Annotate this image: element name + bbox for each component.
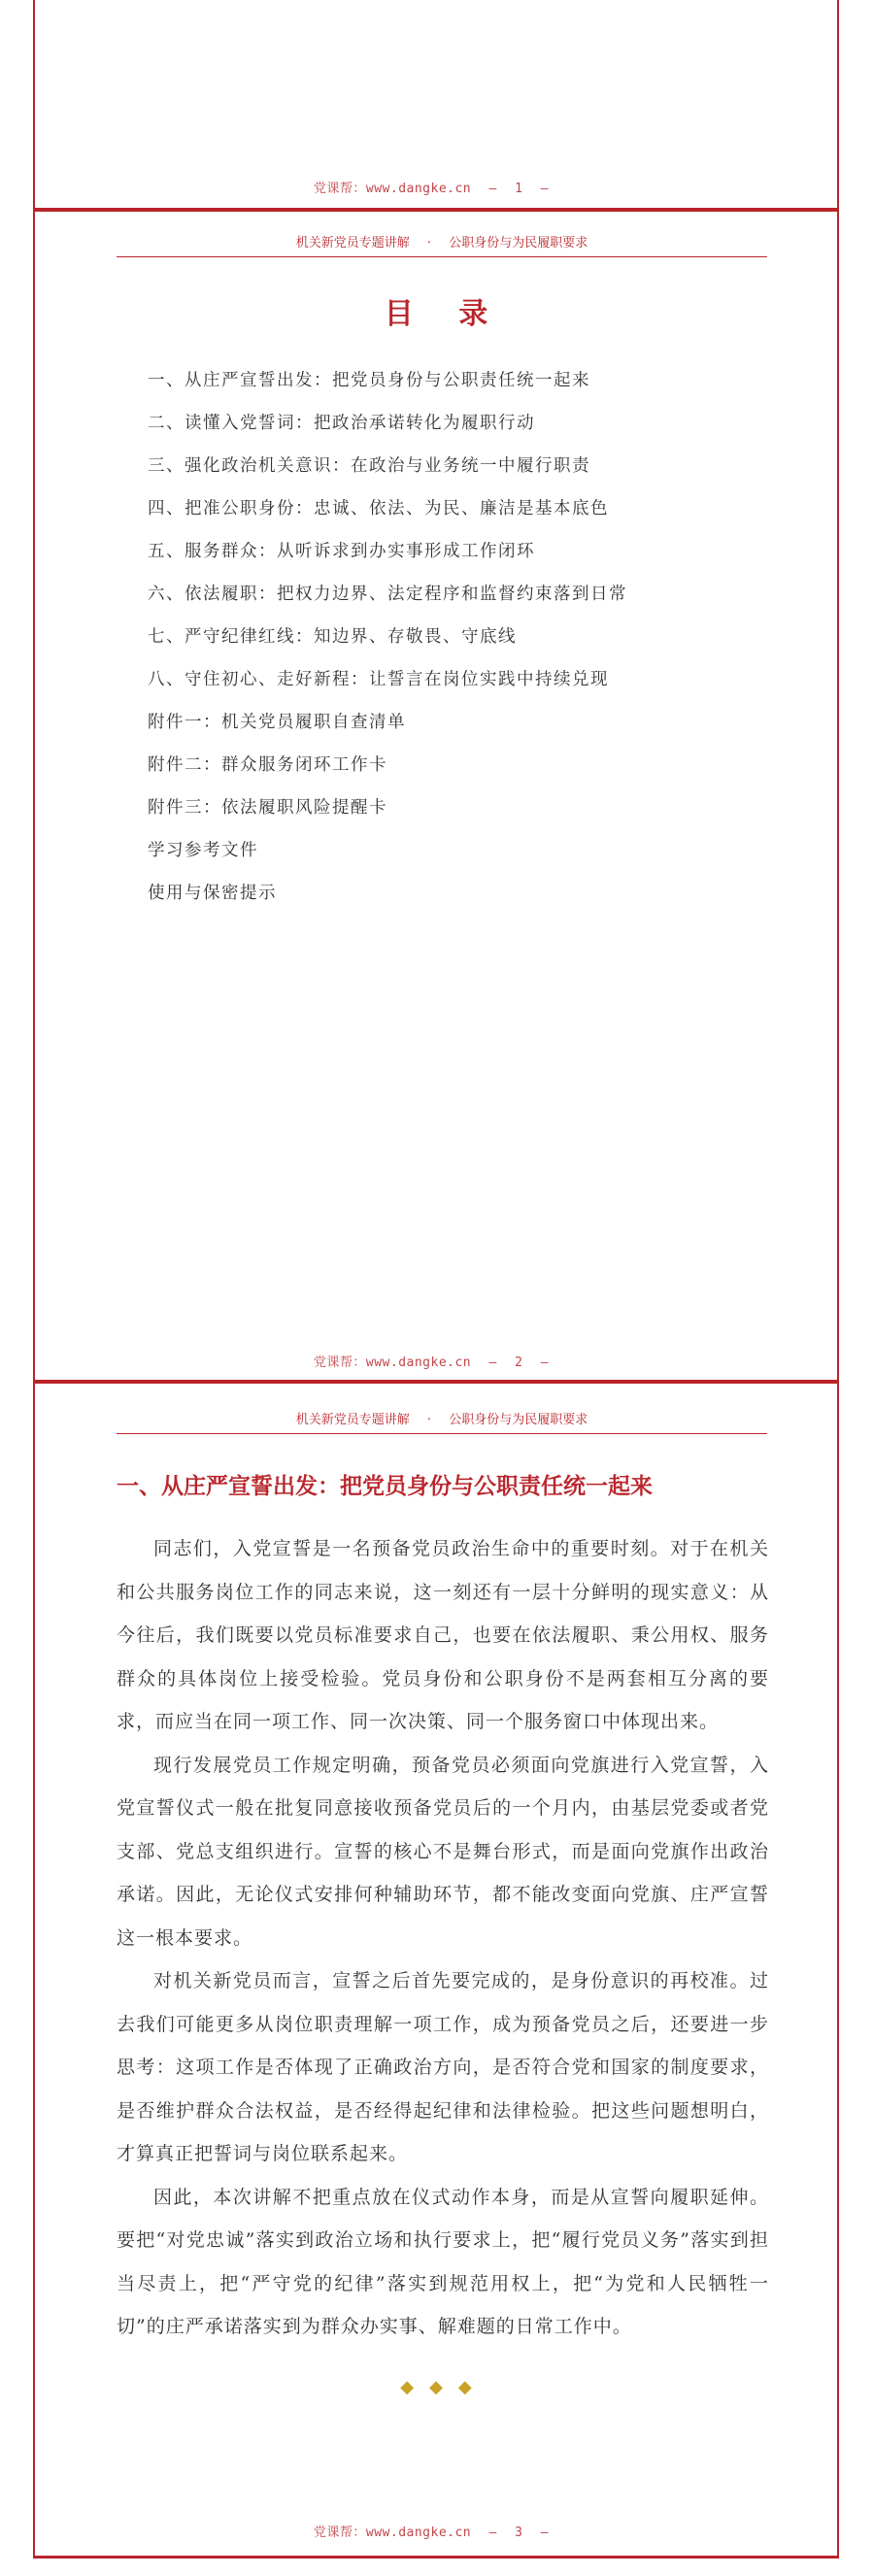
header-dot: · xyxy=(426,1413,432,1427)
footer-dash: — xyxy=(488,182,497,196)
page-footer xyxy=(35,178,837,196)
toc-item[interactable]: 附件一：机关党员履职自查清单 xyxy=(148,713,406,732)
footer-dash: — xyxy=(540,182,550,196)
footer-page-number: 2 xyxy=(515,1355,523,1370)
footer-site: 党课帮：www.dangke.cn xyxy=(313,182,472,196)
header-left: 机关新党员专题讲解 xyxy=(295,236,410,251)
footer-page-number: 3 xyxy=(515,2526,523,2540)
body-paragraph: 因此，本次讲解不把重点放在仪式动作本身，而是从宣誓向履职延伸。要把“对党忠诚”落实到政治立场和执行要求上，把“履行党员义务”落实到担当尽责上，把“严守党的纪律”落实到规范用权上，把“为党和人民牺牲一切”的庄严承诺落实到为群众办实事、解难题的日常工作中。 xyxy=(117,2186,769,2337)
toc-item[interactable]: 八、守住初心、走好新程：让誓言在岗位实践中持续兑现 xyxy=(148,670,609,689)
toc-item[interactable]: 四、把准公职身份：忠诚、依法、为民、廉洁是基本底色 xyxy=(148,499,609,519)
footer-site: 党课帮：www.dangke.cn xyxy=(313,1355,472,1370)
header-right: 公职身份与为民履职要求 xyxy=(449,1413,588,1427)
header-right: 公职身份与为民履职要求 xyxy=(449,236,588,251)
footer-dash: — xyxy=(488,1355,497,1370)
toc-item[interactable]: 五、服务群众：从听诉求到办实事形成工作闭环 xyxy=(148,542,535,561)
toc-item[interactable]: 二、读懂入党誓词：把政治承诺转化为履职行动 xyxy=(148,414,535,433)
header-left: 机关新党员专题讲解 xyxy=(295,1413,410,1427)
body-paragraph: 同志们，入党宣誓是一名预备党员政治生命中的重要时刻。对于在机关和公共服务岗位工作的同志来说，这一刻还有一层十分鲜明的现实意义：从今往后，我们既要以党员标准要求自己，也要在依法履职、秉公用权、服务群众的具体岗位上接受检验。党员身份和公职身份不是两套相互分离的要求，而应当在同一项工作、同一次决策、同一个服务窗口中体现出来。 xyxy=(117,1538,769,1732)
toc-item[interactable]: 附件三：依法履职风险提醒卡 xyxy=(148,798,387,818)
page-3 xyxy=(33,1384,839,2559)
toc-item[interactable]: 附件二：群众服务闭环工作卡 xyxy=(148,755,387,775)
footer-dash: — xyxy=(540,1355,550,1370)
page-footer xyxy=(35,1352,837,1370)
page-1 xyxy=(33,0,839,212)
body-paragraph: 现行发展党员工作规定明确，预备党员必须面向党旗进行入党宣誓，入党宣誓仪式一般在批复同意接收预备党员后的一个月内，由基层党委或者党支部、党总支组织进行。宣誓的核心不是舞台形式，而是面向党旗作出政治承诺。因此，无论仪式安排何种辅助环节，都不能改变面向党旗、庄严宣誓这一根本要求。 xyxy=(117,1754,769,1949)
section-title: 一、从庄严宣誓出发：把党员身份与公职责任统一起来 xyxy=(117,1474,653,1499)
toc-item[interactable]: 学习参考文件 xyxy=(148,841,258,860)
running-header xyxy=(117,232,767,257)
page-2 xyxy=(33,212,839,1384)
toc-item[interactable]: 七、严守纪律红线：知边界、存敬畏、守底线 xyxy=(148,627,517,647)
toc-title: 目 录 xyxy=(384,297,506,331)
toc-item[interactable]: 一、从庄严宣誓出发：把党员身份与公职责任统一起来 xyxy=(148,371,590,390)
toc-item[interactable]: 使用与保密提示 xyxy=(148,884,277,903)
footer-page-number: 1 xyxy=(515,182,523,196)
toc-list xyxy=(148,359,627,915)
footer-dash: — xyxy=(488,2526,497,2540)
header-dot: · xyxy=(426,236,432,251)
toc-item[interactable]: 六、依法履职：把权力边界、法定程序和监督约束落到日常 xyxy=(148,585,627,604)
diamond-divider: ◆◆◆ xyxy=(400,2377,487,2397)
page-footer xyxy=(35,2522,837,2540)
section-body xyxy=(117,1527,769,2349)
footer-site: 党课帮：www.dangke.cn xyxy=(313,2526,472,2540)
body-paragraph: 对机关新党员而言，宣誓之后首先要完成的，是身份意识的再校准。过去我们可能更多从岗位职责理解一项工作，成为预备党员之后，还要进一步思考：这项工作是否体现了正确政治方向，是否符合党和国家的制度要求，是否维护群众合法权益，是否经得起纪律和法律检验。把这些问题想明白，才算真正把誓词与岗位联系起来。 xyxy=(117,1970,769,2164)
footer-dash: — xyxy=(540,2526,550,2540)
toc-item[interactable]: 三、强化政治机关意识：在政治与业务统一中履行职责 xyxy=(148,456,590,476)
running-header xyxy=(117,1409,767,1434)
